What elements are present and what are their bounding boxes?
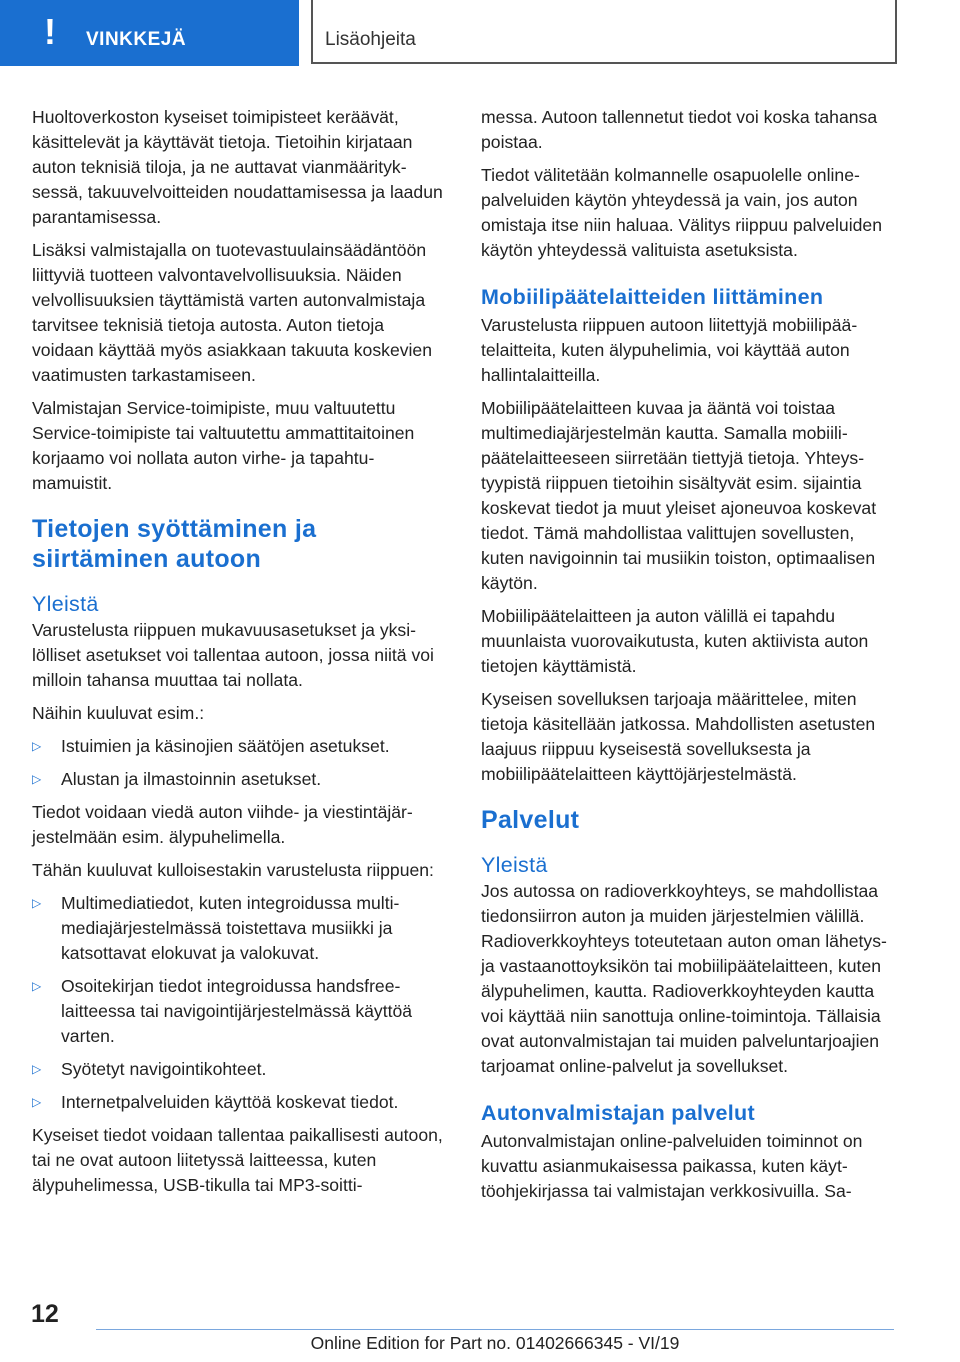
list-item: ▷ Syötetyt navigointikohteet. — [32, 1057, 448, 1082]
section-heading: Palvelut — [481, 806, 580, 834]
paragraph: Kyseisen sovelluksen tarjoaja määrittelee, miten tietoja käsitellään jatkossa. Mahdollisten asetusten laajuus riippuu kyseisestä sovelluksesta ja mobiilipäätelaitteen käyttöjärjestelmästä. — [481, 689, 876, 784]
paragraph: Kyseiset tiedot voidaan tallentaa paikallisesti autoon, tai ne ovat autoon liitetyssä laitteessa, kuten älypuhelimessa, USB-tikulla tai MP3-soitti- — [32, 1125, 443, 1195]
triangle-bullet-icon: ▷ — [32, 896, 42, 910]
page-number: 12 — [31, 1300, 59, 1328]
paragraph: Autonvalmistajan online-palveluiden toiminnot on kuvattu asianmukaisessa paikassa, kuten käyttöohjekirjassa tai valmistajan verkkosivuilla. Sa- — [481, 1131, 863, 1201]
paragraph: Varustelusta riippuen autoon liitettyjä mobiilipäätelaitteita, kuten älypuhelimia, voi käyttää auton hallintalaitteilla. — [481, 315, 858, 385]
list-item: ▷ Internetpalveluiden käyttöä koskevat tiedot. — [32, 1090, 448, 1115]
list-item: ▷ Alustan ja ilmastoinnin asetukset. — [32, 767, 448, 792]
section-heading: Tietojen syöttäminen ja siirtäminen autoon — [32, 515, 317, 573]
triangle-bullet-icon: ▷ — [32, 1062, 42, 1076]
list-item: ▷ Multimediatiedot, kuten integroidussa multimediajärjestelmässä toistettava musiikki ja katsottavat elokuvat ja valokuvat. — [32, 893, 400, 963]
subsection-heading: Autonvalmistajan palvelut — [481, 1101, 755, 1125]
paragraph: Mobiilipäätelaitteen ja auton välillä ei tapahdu muunlaista vuorovaikutusta, kuten aktiivista auton tietojen käyttämistä. — [481, 606, 869, 676]
triangle-bullet-icon: ▷ — [32, 772, 42, 786]
subsection-heading: Yleistä — [481, 853, 548, 877]
triangle-bullet-icon: ▷ — [32, 1095, 42, 1109]
paragraph: Valmistajan Service-toimipiste, muu valtuutettu Service-toimipiste tai valtuutettu ammattitaitoinen korjaamo voi nollata auton virhe- ja tapahtumamuistit. — [32, 398, 415, 493]
paragraph: Huoltoverkoston kyseiset toimipisteet keräävät, käsittelevät ja käyttävät tietoja. Tietoihin kirjataan auton teknisiä tiloja, ja ne auttavat vianmäärityksessä, takuuvelvoitteiden noudattamisessa ja laadun parantamisessa. — [32, 107, 443, 227]
triangle-bullet-icon: ▷ — [32, 739, 42, 753]
paragraph: messa. Autoon tallennetut tiedot voi koska tahansa poistaa. — [481, 107, 878, 152]
paragraph: Varustelusta riippuen mukavuusasetukset ja yksilölliset asetukset voi tallentaa autoon, jossa niitä voi milloin tahansa muuttaa tai nollata. — [32, 620, 434, 690]
triangle-bullet-icon: ▷ — [32, 979, 42, 993]
right-column — [481, 105, 899, 1212]
list-item: ▷ Istuimien ja käsinojien säätöjen asetukset. — [32, 734, 448, 759]
paragraph: Tiedot välitetään kolmannelle osapuolelle online-palveluiden käytön yhteydessä ja vain, jos auton omistaja itse niin haluaa. Välitys riippuu palveluiden käytön yhteydessä valituista asetuksista. — [481, 165, 882, 260]
left-column — [32, 105, 448, 1206]
footer-edition: Online Edition for Part no. 01402666345 - VI/19 — [310, 1333, 680, 1353]
subsection-heading: Yleistä — [32, 592, 99, 616]
bullet-list — [32, 891, 448, 1115]
section-title: VINKKEJÄ — [86, 29, 187, 50]
paragraph: Näihin kuuluvat esim.: — [32, 703, 205, 723]
bullet-list — [32, 734, 448, 792]
paragraph: Jos autossa on radioverkkoyhteys, se mahdollistaa tiedonsiirron auton ja muiden järjestelmien välillä. Radioverkkoyhteys toteutetaan auton oman lähetys- ja vastaanottoyksikön tai mobiilipäätelaitteen, kuten älypuhelimen, kautta. Radioverkkoyhteyden kautta voi käyttää niin sanottuja online-toimintoja. Tällaisia ovat autonvalmistajan tai muiden palveluntarjoajien tarjoamat online-palvelut ja sovellukset. — [481, 881, 887, 1076]
exclamation-icon: ! — [44, 11, 56, 52]
footer-divider — [96, 1329, 894, 1330]
subsection-heading: Mobiilipäätelaitteiden liittäminen — [481, 285, 824, 309]
paragraph: Mobiilipäätelaitteen kuvaa ja ääntä voi toistaa multimediajärjestelmän kautta. Samalla mobiilipäätelaitteeseen siirretään tiettyjä tietoja. Yhteystyypistä riippuen tietoihin sisältyvät esim. sijaintia koskevat tiedot ja muut yleiset ajoneuvoa koskevat tiedot. Tämä mahdollistaa valittujen sovellusten, kuten navigoinnin tai musiikin toiston, optimaalisen käytön. — [481, 398, 877, 593]
chapter-title: Lisäohjeita — [325, 29, 416, 50]
paragraph: Tähän kuuluvat kulloisestakin varustelusta riippuen: — [32, 860, 434, 880]
paragraph: Lisäksi valmistajalla on tuotevastuulainsäädäntöön liittyviä tuotteen valvontavelvollisuuksia. Näiden velvollisuuksien täyttämistä varten autonvalmistaja tarvitsee teknisiä tietoja autosta. Auton tietoja voidaan käyttää myös asiakkaan takuuta koskevien vaatimusten tarkastamiseen. — [32, 240, 433, 385]
list-item: ▷ Osoitekirjan tiedot integroidussa handsfree-laitteessa tai navigointijärjestelmässä käyttöä varten. — [32, 976, 413, 1046]
paragraph: Tiedot voidaan viedä auton viihde- ja viestintäjärjestelmään esim. älypuhelimella. — [32, 802, 413, 847]
